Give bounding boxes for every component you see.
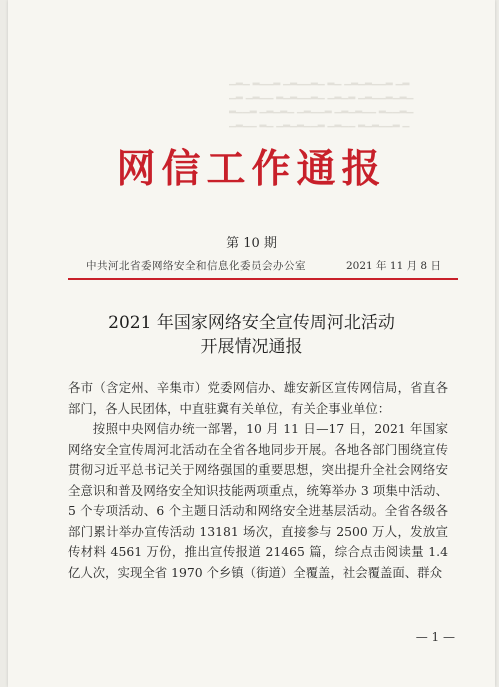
show-through-text: ▁▂▁ ▂▁▁▂ ▁▂▁▁▂▁ ▂▁ ▁▂▁▂▁▁▂ ▁▂ ▁▂ ▁▂▁▁ ▂▁▂▁▁▂▁ ▁▂▁▂ ▁▂▁▁▂▁▂▁ ▂▁▁▂ ▁▂▁▂▁ ▁▂▁▁▂ ▁▂▁▂▁▁ ▂▁▁▂▁ ▁▂▁▁ ▂▁ ▁▂▁▂▁▁▂ ▁▂▁▁ ▂▁▂▁▁▂ ▁: [229, 76, 414, 128]
document-page: [8, 0, 495, 687]
issuing-office: 中共河北省委网络安全和信息化委员会办公室: [86, 260, 306, 272]
document-body: [68, 378, 448, 583]
issue-date: 2021 年 11 月 8 日: [346, 260, 441, 272]
salutation: 各市（含定州、辛集市）党委网信办、雄安新区宣传网信局，省直各部门，各人民团体，中直驻冀有关单位，有关企事业单位：: [68, 380, 448, 416]
issue-number: 第 10 期: [226, 236, 277, 251]
red-divider-line: [68, 278, 458, 280]
document-title-line1: 2021 年国家网络安全宣传周河北活动: [108, 313, 395, 333]
document-title-line2: 开展情况通报: [200, 337, 303, 357]
masthead-title: 网信工作通报: [116, 146, 387, 192]
page-number: — 1 —: [415, 630, 455, 644]
body-paragraph: 按照中央网信办统一部署，10 月 11 日—17 日，2021 年国家网络安全宣传周河北活动在全省各地同步开展。各地各部门围绕宣传贯彻习近平总书记关于网络强国的重要思想，突出提升全社会网络安全意识和普及网络安全知识技能两项重点，统筹举办 3 项集中活动、5 个专项活动、6 个主题日活动和网络安全进基层活动。全省各级各部门累计举办宣传活动 13181 场次，直接参与 2500 万人，发放宣传材料 4561 万份，推出宣传报道 21465 篇，综合点击阅读量 1.4 亿人次，实现全省 1970 个乡镇（街道）全覆盖，社会覆盖面、群众: [68, 421, 448, 580]
